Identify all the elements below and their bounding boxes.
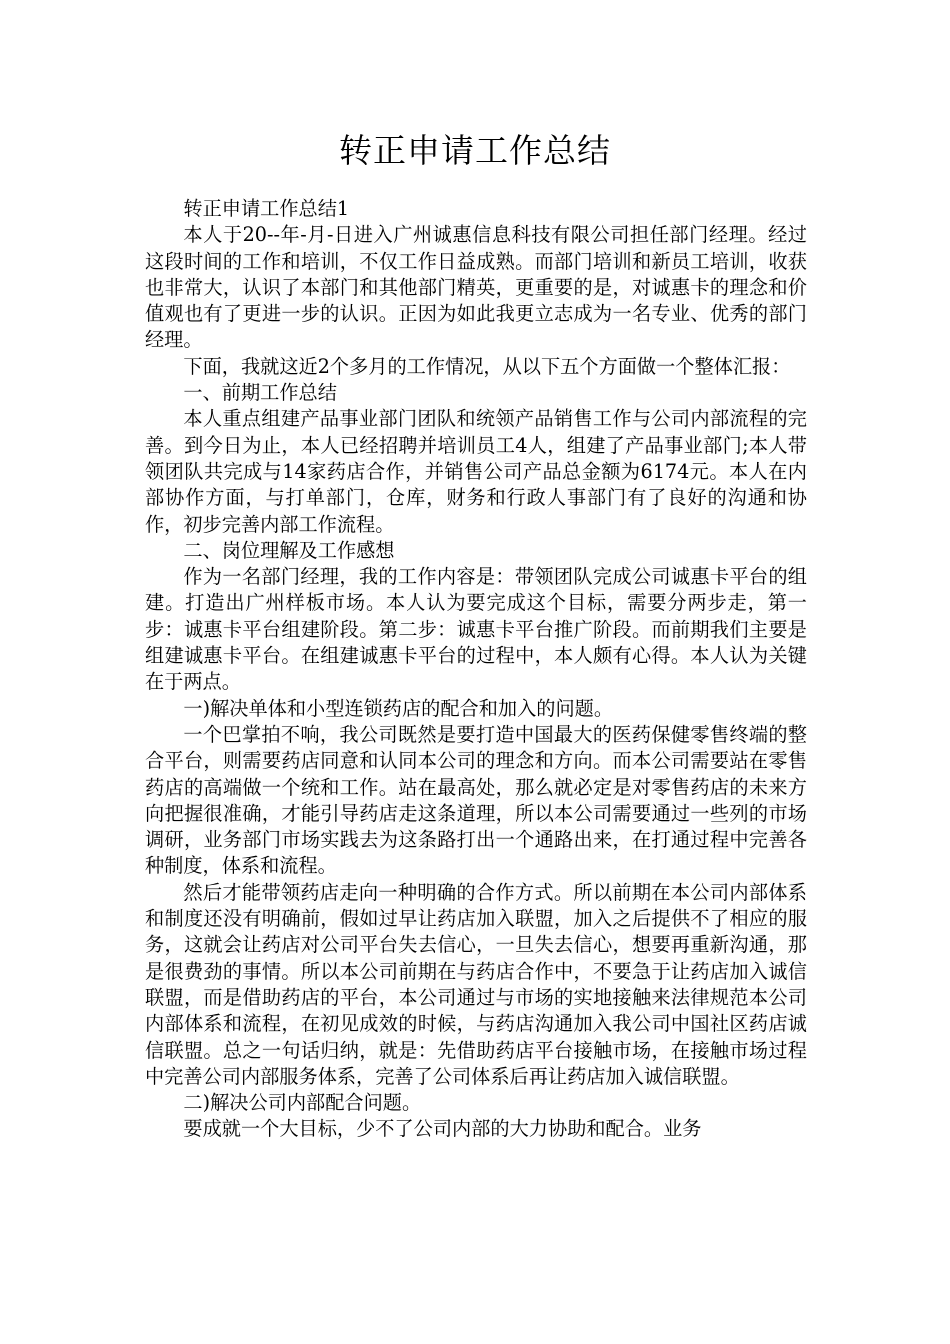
body-paragraph: 本人重点组建产品事业部门团队和统领产品销售工作与公司内部流程的完善。到今日为止，本人已经招聘并培训员工4人，组建了产品事业部门;本人带领团队共完成与14家药店合作，并销售公司产品总金额为6174元。本人在内部协作方面，与打单部门，仓库，财务和行政人事部门有了良好的沟通和协作，初步完善内部工作流程。 bbox=[145, 407, 807, 536]
body-paragraph: 下面，我就这近2个多月的工作情况，从以下五个方面做一个整体汇报： bbox=[183, 354, 791, 378]
section-heading: 二、岗位理解及工作感想 bbox=[183, 538, 395, 562]
document-title: 转正申请工作总结 bbox=[339, 131, 611, 170]
document-body bbox=[145, 196, 807, 1143]
section-heading: 转正申请工作总结1 bbox=[183, 197, 350, 220]
body-paragraph: 要成就一个大目标，少不了公司内部的大力协助和配合。业务 bbox=[183, 1117, 702, 1141]
body-paragraph: 然后才能带领药店走向一种明确的合作方式。所以前期在本公司内部体系和制度还没有明确前，假如过早让药店加入联盟，加入之后提供不了相应的服务，这就会让药店对公司平台失去信心，一旦失去信心，想要再重新沟通，那是很费劲的事情。所以本公司前期在与药店合作中，不要急于让药店加入诚信联盟，而是借助药店的平台，本公司通过与市场的实地接触来法律规范本公司内部体系和流程，在初见成效的时候，与药店沟通加入我公司中国社区药店诚信联盟。总之一句话归纳，就是：先借助药店平台接触市场，在接触市场过程中完善公司内部服务体系，完善了公司体系后再让药店加入诚信联盟。 bbox=[145, 880, 807, 1088]
subsection-heading: 二)解决公司内部配合问题。 bbox=[183, 1091, 422, 1115]
body-paragraph: 本人于20--年-月-日进入广州诚惠信息科技有限公司担任部门经理。经过这段时间的工作和培训，不仅工作日益成熟。而部门培训和新员工培训，收获也非常大，认识了本部门和其他部门精英，更重要的是，对诚惠卡的理念和价值观也有了更进一步的认识。正因为如此我更立志成为一名专业、优秀的部门经理。 bbox=[145, 223, 807, 352]
subsection-heading: 一)解决单体和小型连锁药店的配合和加入的问题。 bbox=[183, 696, 614, 720]
body-paragraph: 一个巴掌拍不响，我公司既然是要打造中国最大的医药保健零售终端的整合平台，则需要药店同意和认同本公司的理念和方向。而本公司需要站在零售药店的高端做一个统和工作。站在最高处，那么就必定是对零售药店的未来方向把握很准确，才能引导药店走这条道理，所以本公司需要通过一些列的市场调研，业务部门市场实践去为这条路打出一个通路出来，在打通过程中完善各种制度，体系和流程。 bbox=[145, 722, 807, 878]
section-heading: 一、前期工作总结 bbox=[183, 381, 337, 405]
body-paragraph: 作为一名部门经理，我的工作内容是：带领团队完成公司诚惠卡平台的组建。打造出广州样板市场。本人认为要完成这个目标，需要分两步走，第一步：诚惠卡平台组建阶段。第二步：诚惠卡平台推广阶段。而前期我们主要是组建诚惠卡平台。在组建诚惠卡平台的过程中，本人颇有心得。本人认为关键在于两点。 bbox=[145, 565, 807, 694]
